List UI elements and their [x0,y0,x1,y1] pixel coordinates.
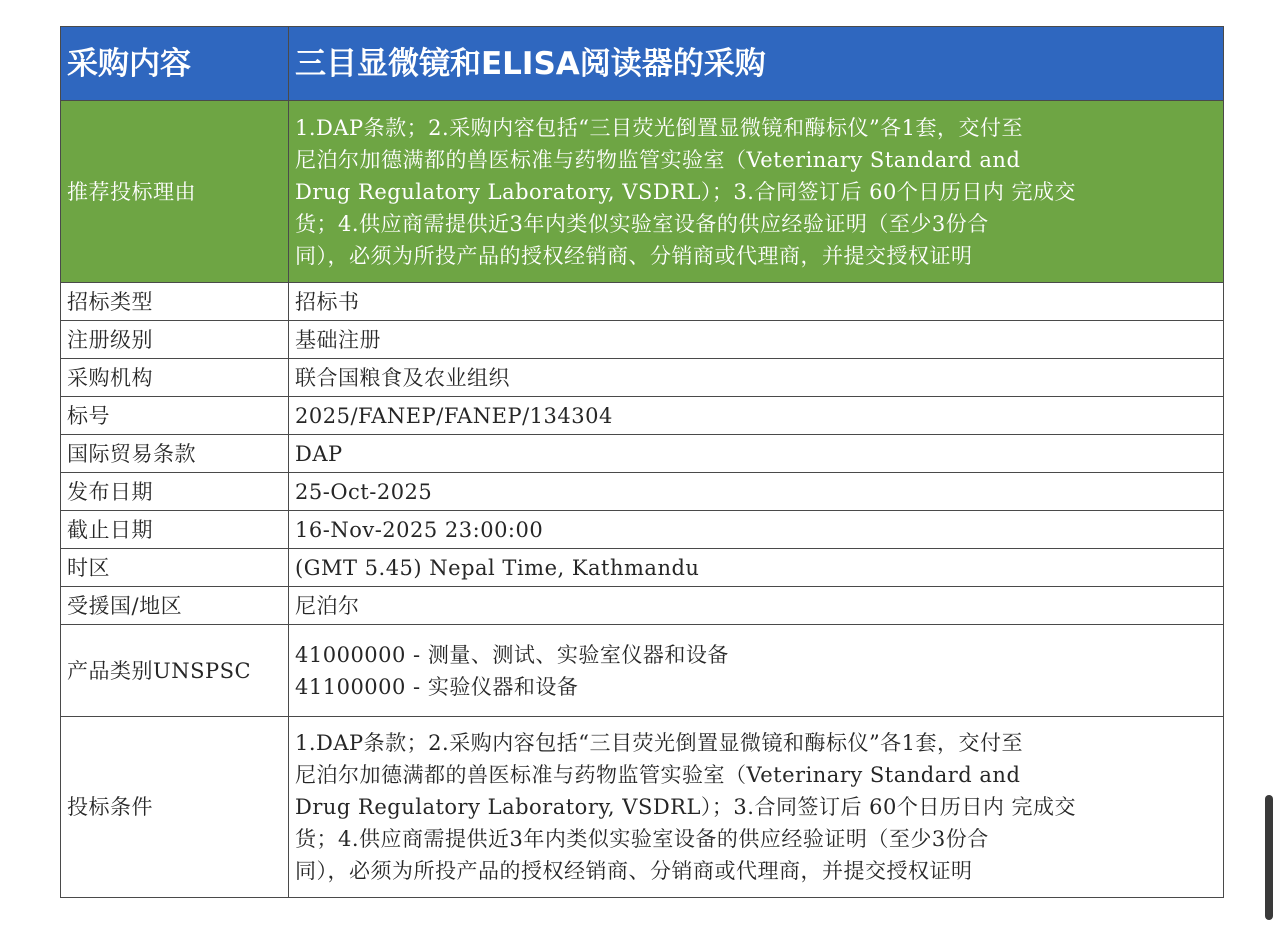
row-label-agency: 采购机构 [61,359,289,397]
table-row [61,435,1224,473]
category-line: 41000000 - 测量、测试、实验室仪器和设备 [295,642,729,667]
category-values [289,625,1224,717]
row-value-registration-level: 基础注册 [289,321,1224,359]
table-row [61,511,1224,549]
conditions-label: 投标条件 [61,717,289,898]
conditions-line: Drug Regulatory Laboratory, VSDRL）；3.合同签订后 60个日历日内 完成交 [295,795,1077,819]
reason-line: 同），必须为所投产品的授权经销商、分销商或代理商，并提交授权证明 [295,243,973,268]
row-value-publish-date: 25-Oct-2025 [289,473,1224,511]
row-value-bid-type: 招标书 [289,283,1224,321]
conditions-line: 货；4.供应商需提供近3年内类似实验室设备的供应经验证明（至少3份合 [295,827,989,851]
vertical-scrollbar[interactable] [1265,795,1273,920]
header-label: 采购内容 [61,27,289,101]
row-label-deadline: 截止日期 [61,511,289,549]
row-value-reference: 2025/FANEP/FANEP/134304 [289,397,1224,435]
table-row [61,473,1224,511]
row-label-publish-date: 发布日期 [61,473,289,511]
conditions-line: 同），必须为所投产品的授权经销商、分销商或代理商，并提交授权证明 [295,859,973,883]
reason-label: 推荐投标理由 [61,101,289,283]
reason-line: 1.DAP条款；2.采购内容包括“三目荧光倒置显微镜和酶标仪”各1套，交付至 [295,115,1024,140]
row-label-registration-level: 注册级别 [61,321,289,359]
table-row [61,397,1224,435]
table-row [61,549,1224,587]
conditions-line: 尼泊尔加德满都的兽医标准与药物监管实验室（Veterinary Standard and [295,763,1021,787]
row-value-deadline: 16-Nov-2025 23:00:00 [289,511,1224,549]
row-value-incoterms: DAP [289,435,1224,473]
conditions-text [289,717,1224,898]
row-label-bid-type: 招标类型 [61,283,289,321]
reason-text [289,101,1224,283]
table-row [61,587,1224,625]
table-row [61,321,1224,359]
conditions-line: 1.DAP条款；2.采购内容包括“三目荧光倒置显微镜和酶标仪”各1套，交付至 [295,731,1024,755]
header-row [61,27,1224,101]
category-line: 41100000 - 实验仪器和设备 [295,674,579,699]
row-value-beneficiary: 尼泊尔 [289,587,1224,625]
reason-line: Drug Regulatory Laboratory, VSDRL）；3.合同签订后 60个日历日内 完成交 [295,179,1077,204]
category-row [61,625,1224,717]
table-row [61,359,1224,397]
header-title: 三目显微镜和ELISA阅读器的采购 [289,27,1224,101]
reason-line: 货；4.供应商需提供近3年内类似实验室设备的供应经验证明（至少3份合 [295,211,989,236]
row-label-timezone: 时区 [61,549,289,587]
row-value-timezone: (GMT 5.45) Nepal Time, Kathmandu [289,549,1224,587]
row-label-reference: 标号 [61,397,289,435]
tender-info-table [60,26,1224,898]
conditions-row [61,717,1224,898]
reason-line: 尼泊尔加德满都的兽医标准与药物监管实验室（Veterinary Standard and [295,147,1021,172]
row-label-beneficiary: 受援国/地区 [61,587,289,625]
table-row [61,283,1224,321]
row-label-incoterms: 国际贸易条款 [61,435,289,473]
recommend-reason-row [61,101,1224,283]
row-value-agency: 联合国粮食及农业组织 [289,359,1224,397]
category-label: 产品类别UNSPSC [61,625,289,717]
